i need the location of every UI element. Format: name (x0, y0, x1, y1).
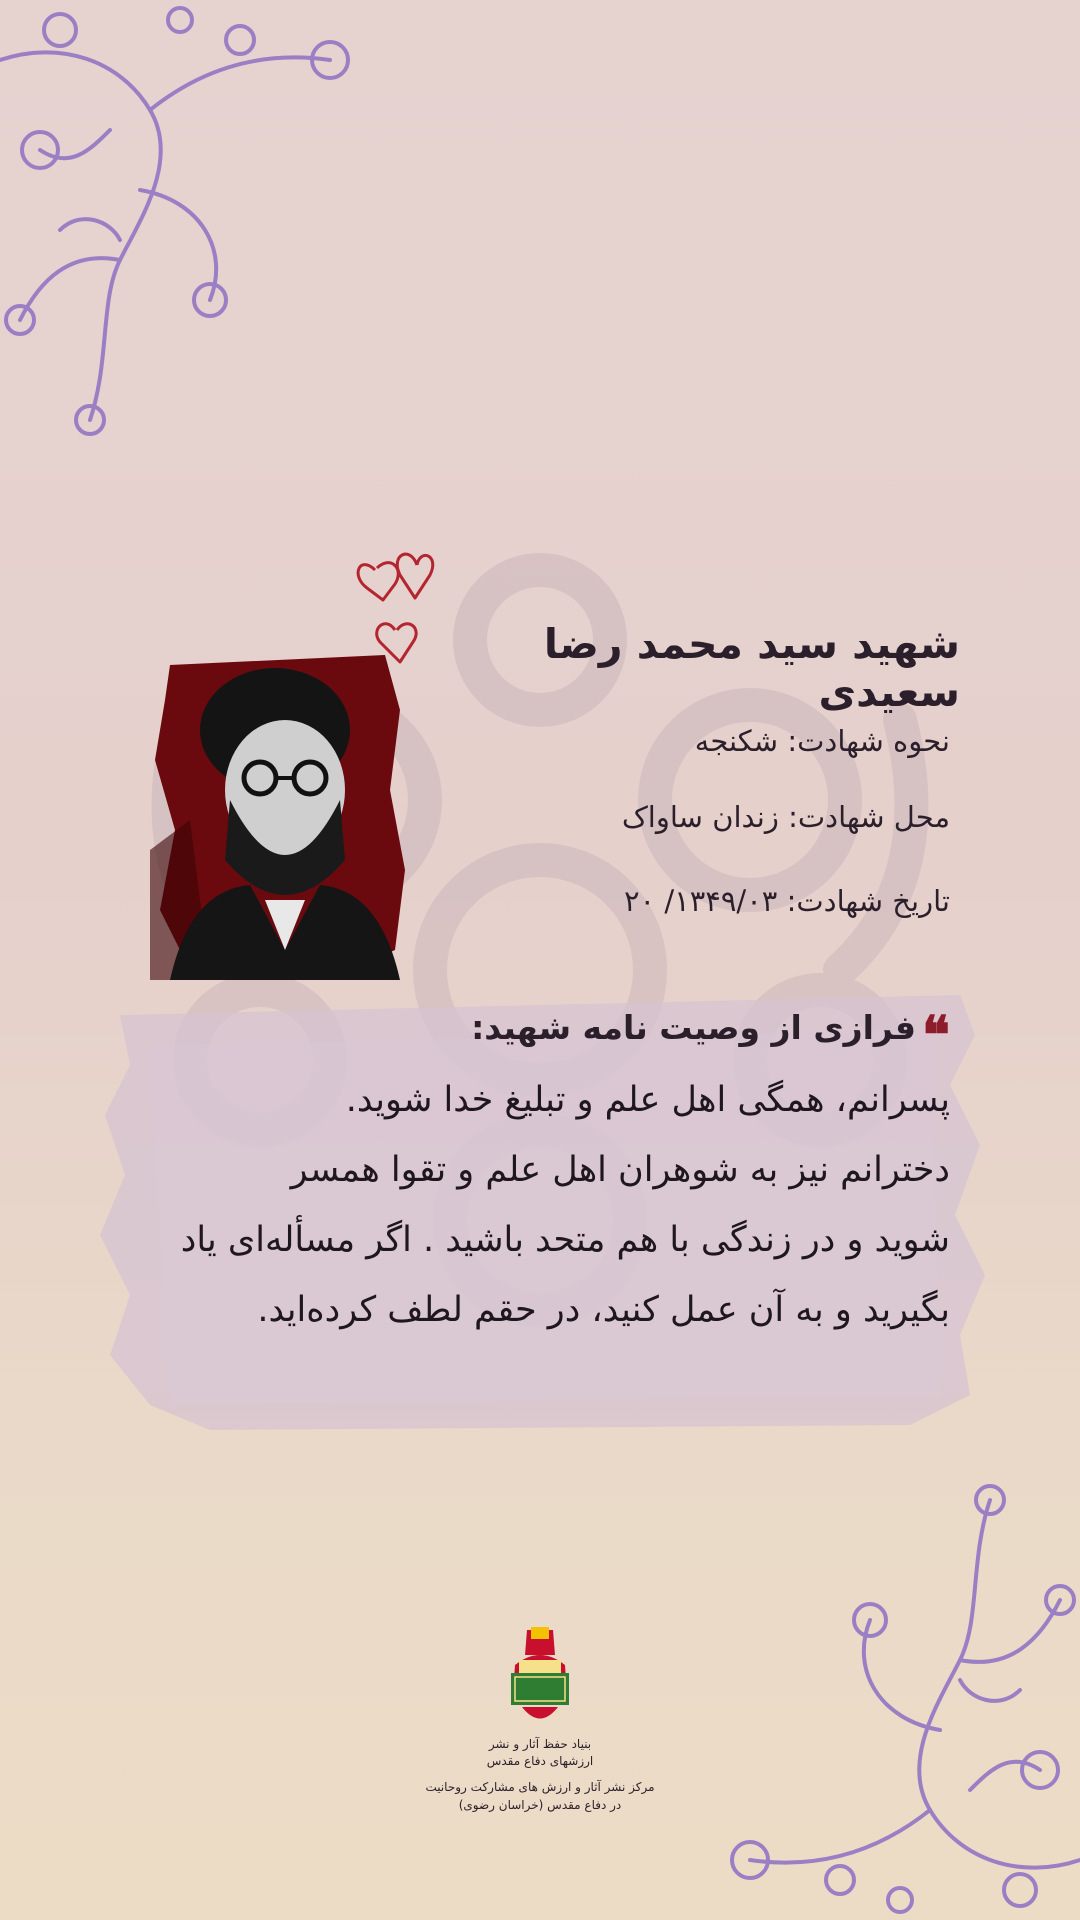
footer-org-line-1: بنیاد حفظ آثار و نشر (488, 1737, 592, 1751)
martyrdom-method-value: شکنجه (694, 724, 779, 758)
footer-org-line-4: در دفاع مقدس (خراسان رضوی) (458, 1798, 622, 1812)
floral-flourish-top-left (0, 0, 400, 440)
will-heading-text: فرازی از وصیت نامه شهید: (471, 1008, 917, 1047)
martyrdom-date (480, 884, 950, 918)
martyrdom-place-label: محل شهادت: (788, 800, 950, 834)
floral-flourish-bottom-right (680, 1480, 1080, 1920)
will-line-1: پسرانم، همگی اهل علم و تبلیغ خدا شوید. (345, 1080, 950, 1120)
martyrdom-place-value: زندان ساواک (621, 800, 779, 834)
martyrdom-method (480, 724, 950, 758)
martyrdom-place (480, 800, 950, 834)
martyrdom-method-label: نحوه شهادت: (787, 724, 950, 758)
will-heading (420, 1005, 950, 1066)
will-line-4: بگیرید و به آن عمل کنید، در حقم لطف کرده‌اید. (257, 1290, 950, 1330)
martyr-portrait (150, 650, 410, 980)
footer-org-line-3: مرکز نشر آثار و ارزش های مشارکت روحانیت (425, 1780, 655, 1794)
martyrdom-date-value: ۱۳۴۹/۰۳/ ۲۰ (623, 884, 778, 918)
footer-org-line-2: ارزشهای دفاع مقدس (486, 1754, 594, 1768)
martyr-name-title: شهید سید محمد رضا سعیدی (543, 620, 960, 716)
martyrdom-date-label: تاریخ شهادت: (786, 884, 950, 918)
foundation-emblem-icon (497, 1625, 583, 1735)
will-line-3: شوید و در زندگی با هم متحد باشید . اگر مسأله‌ای یاد (180, 1220, 950, 1260)
will-line-2: دخترانم نیز به شوهران اهل علم و تقوا همسر (290, 1150, 950, 1190)
quote-mark-icon: ❝ (922, 1005, 950, 1066)
